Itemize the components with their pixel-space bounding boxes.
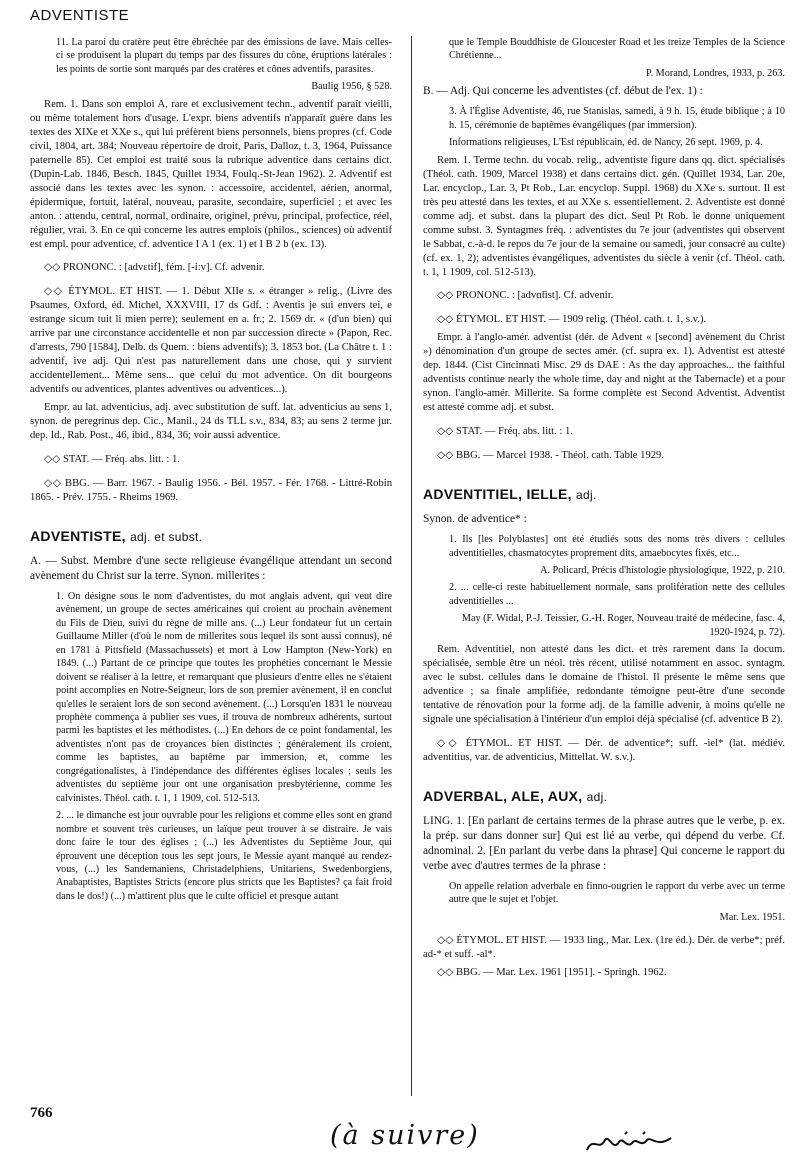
adverbal-definition: LING. 1. [En parlant de certains termes de la phrase autres que le verbe, p. ex. la prép. sur dans donner sur] Qui est lié au verbe, qui dépend du verbe. Cf. adnominal. 2. [En parlant du verbe dans la phrase] Qui concerne le rapport du verbe avec d'autres termes de la phrase : [423,814,785,872]
adventitiel-example-1: 1. Ils [les Polyblastes] ont été étudiés sous des noms très divers : cellules adventitielles, chasmatocytes proprement dits, amaebocytes fixés, etc... [449,534,785,559]
pronunciation: ◇◇ PRONONC. : [advɑ̃tist]. Cf. advenir. [437,290,614,302]
example-3-source: Informations religieuses, L'Est républicain, éd. de Nancy, 26 sept. 1969, p. 4. [449,137,763,149]
bibliography: ◇◇ BBG. — Barr. 1967. - Baulig 1956. - Bél. 1957. - Fér. 1768. - Littré-Robin 1865. - Prév. 1755. - Rheims 1969. [30,478,392,504]
adventitiel-example-2: 2. ... celle-ci reste habituellement normale, sans prolifération nette des cellules adventitielles ... [449,582,785,607]
example-2: 2. ... le dimanche est jour ouvrable pour les religions et comme elles sont en grand nombre et souvent très curieuses, un laïque peut trouver à se distraire. Je vais donc faire le tour des églises ; (...) les Adventistes du Septième Jour, qui éprouvent une déception tous les sept jours, le Messie ayant manqué au rendez-vous, (...) les Sandemaniens, Christadelphiens, Unitariens, Swedenborgiens, Anabaptistes, Baptistes Stricts (encore plus stricts que les Baptistes? ça fait froid dans le dos!) (...) m'attirent plus que le culte officiel et presque autant [56,810,392,902]
adverbal-example-source: Mar. Lex. 1951. [719,911,785,923]
synonym-line: Synon. de adventice* : [423,513,527,525]
etymology: ◇◇ ÉTYMOL. ET HIST. — 1. Début XIIe s. « étranger » relig., (Livre des Psaumes, Oxford, éd. Michel, XXXVIII, 17 ds Gdf. : Aventis je sui envers tei, e estrange sicum tuit li mien perre); seulement en a. fr.; 2. 1569 dr. « (d'un bien) qui arrive par une circonstance accidentelle et non par succession directe » (Papon, Rec. d'arrests, 790 [1584], Delb. ds Quem. : biens adventifs); 3. 1853 bot. (La Châtre t. 1 : adventif, ive adj. Qui n'est pas naturellement dans une chose, qui y survient accidentellement... Même sens... que celui du mot adventice. On dit bourgeons adventifs ou adventices, plantes adventives ou adventices...). [30,286,392,396]
adventitiel-remarks: Rem. Adventitiel, non attesté dans les dict. et très rarement dans la docum. spécialisée, semble être un néol. très récent, utilisé notamment en assoc. syntagm. avec le subst. cellules dans le domaine de l'histol. Il présente le même sens que adventice ; sa finale amplifiée, redondante témoigne peut-être d'une seconde tentative de rénovation pour la forme adj. de la famille advenir, à moins qu'elle ne signale une spécialisation à l'intérieur d'un emploi déjà spécialisé (cf. adventice B 2). [423,644,785,726]
example-11: 11. La paroi du cratère peut être ébréchée par des émissions de lave. Mais celles-ci se produisent la plupart du temps par des fissures du cône, éruptions latérales : les points de sortie sont marqués par des cratères et cônes adventifs, parasites. [56,37,392,75]
entry-heading-adventiste [30,527,392,546]
right-column [423,36,785,984]
remarks: Rem. 1. Terme techn. du vocab. relig., adventiste figure dans qq. dict. spécialisés (Théol. cath. 1909, Marcel 1938) et dans certains dict. gén. (Quillet 1934, Lar. 20e, Lar. encyclop., Lar. 3, Pt Rob., Lar. encyclop. Suppl. 1968) du XXe s. surtout. Il est très peu attesté dans les textes, et au XXe s. essentiellement. 2. Adventiste est donné comme adj. et subst. dans la plupart des dict. Seul Pt Rob. le donne uniquement comme subst. 3. Syntagmes fréq. : adventistes du 7e jour (adventistes qui observent le Sabbat, c.-à-d. le repos du 7e jour de la semaine ou samedi, jour consacré au culte) (cf. ex. 1, 2); adventistes évangéliques, adventistes du siècle à venir (cf. Théol. cath. t. 1, 1 1909, col. 512-513). [423,154,785,278]
adverbal-bibliography: ◇◇ BBG. — Mar. Lex. 1961 [1951]. - Springh. 1962. [437,967,667,979]
bibliography: ◇◇ BBG. — Marcel 1938. - Théol. cath. Table 1929. [437,450,664,462]
column-divider [411,36,412,1096]
entry-pos: adj. [586,789,608,804]
pronunciation: ◇◇ PRONONC. : [advɛtif], fém. [-i:v]. Cf. advenir. [44,262,265,274]
example-1: 1. On désigne sous le nom d'adventistes, du mot anglais advent, qui veut dire avènement, un groupe de sectes américaines qui croient au prochain avènement du Fils de Dieu, suivi du règne de mille ans. (...) Leur fondateur fut un certain Guillaume Miller (d'où le nom de millerites sous lequel ils sont aussi connus), né en 1781 à Pittsfield (Massachussets) et mort à Low Hampton (New-York) en 1849. (...) Partant de ce principe que toutes les prophéties concernant le Messie doivent se réaliser à la lettre, et remarquant que plusieurs d'entre elles ne s'étaient point accomplies en Notre-Seigneur, lors de son premier avènement, il en conclut qu'elles le seraient lors de son second avènement. (...) Lorsqu'en 1831 le nouveau prophète commença à publier ses vues, il trouva de nombreux adhérents, surtout parmi les baptistes et les méthodistes. (...) En dehors de ce point fondamental, les adventistes n'ont pas de croyances bien distinctes ; généralement ils croient, comme les baptistes, au baptême par immersion, et, comme les congrégationalistes, à l'indépendance des différentes églises locales ; seuls les adventistes du septième jour ont une organisation presbytérienne, comme les calvinistes. Théol. cath. t. 1, 1 1909, col. 512-513. [56,590,392,804]
adventitiel-example-2-source: May (F. Widal, P.-J. Teissier, G.-H. Roger, Nouveau traité de médecine, fasc. 4, 1920-1924, p. 72). [461,613,785,638]
statistics: ◇◇ STAT. — Fréq. abs. litt. : 1. [437,426,573,438]
handwritten-note: (à suivre) [330,1120,480,1151]
entry-heading-adverbal [423,787,785,806]
entry-word: ADVENTITIEL, IELLE, [423,486,572,503]
adverbal-example: On appelle relation adverbale en finno-ougrien le rapport du verbe avec un terme autre que le sujet et l'objet. [449,880,785,906]
entry-word: ADVENTISTE, [30,528,126,544]
entry-pos: adj. [576,488,597,503]
adverbal-etymology: ◇◇ ÉTYMOL. ET HIST. — 1933 ling., Mar. Lex. (1re éd.). Dér. de verbe*; préf. ad-* et suff. -al*. [423,935,785,961]
page-number: 766 [30,1105,53,1121]
definition-b: B. — Adj. Qui concerne les adventistes (cf. début de l'ex. 1) : [423,85,703,98]
left-column [30,36,392,907]
etymology-borrowing: Empr. à l'anglo-amér. adventist (dér. de Advent « [second] avènement du Christ ») dénomination d'un groupe de sectes amér. (cf. supra ex. 1). Adventist est attesté dep. 1844. (Cist Cincinnati Misc. 29 ds DAE : As the day approaches... the faithful adventists continue nearly the whole time, day and night at the Tabernacle) et a pour synon. l'anglo-amér. Millerite. Sa forme complète est Second Adventist. Adventist est attesté comme adj. et subst. [423,332,785,414]
entry-pos: adj. et subst. [130,530,203,544]
adventitiel-etymology: ◇◇ ÉTYMOL. ET HIST. — Dér. de adventice*; suff. -iel* (lat. médiév. adventitius, var. de adventicius, Mittellat. W. s.v.). [423,738,785,763]
entry-word: ADVERBAL, ALE, AUX, [423,787,583,804]
running-head: ADVENTISTE [30,7,130,24]
remarks: Rem. 1. Dans son emploi A, rare et exclusivement techn., adventif paraît vieilli, ou même totalement hors d'usage. L'expr. biens adventifs n'apparaît guère dans les textes des XIXe et XXe s., qui lui préfèrent biens personnels, biens propres (cf. Code civil, 1804, art. 384; Nouveau répertoire de droit, Paris, Dalloz, t. 3, 1964, Puissance paternelle 85). Cet emploi est traité sous la rubrique adventice dans certains dict. (Dupin-Lab. 1846, Besch. 1845, Quillet 1934, Foulq.-St-Jean 1962). 2. Adventif est associé dans les textes avec les synon. : accessoire, accidentel, aérien, anormal, épidermique, fortuit, latéral, nouveau, parasite, secondaire, superficiel ; et avec les anton. : attendu, central, normal, ordinaire, originel, prévu, principal, profectice, réel, régulier, vrai. 3. En ce qui concerne les autres emplois (philos., sciences) où adventif est empl. pour adventice, cf. adventice I A 1 (ex. 1) et I B 2 b (ex. 13). [30,98,392,250]
definition-a: A. — Subst. Membre d'une secte religieuse évangélique attendant un second avènement du Christ sur la terre. Synon. millerites : [30,554,392,582]
signature-scribble [585,1130,675,1161]
etymology: ◇◇ ÉTYMOL. ET HIST. — 1909 relig. (Théol. cath. t. 1, s.v.). [437,314,707,326]
example-2-source: P. Morand, Londres, 1933, p. 263. [646,67,785,79]
etymology-borrowing: Empr. au lat. adventicius, adj. avec substitution de suff. lat. adventicius au sens 1, synon. de peregrinus dep. Cic., Manil., 24 ds TLL s.v., 834, 83; au sens 2 terme jur. dep. Id., Rab. Post., 46, ibid., 834, 36; voir aussi adventice. [30,402,392,442]
example-2-continued: que le Temple Bouddhiste de Gloucester Road et les treize Temples de la Science Chrétienne... [449,37,785,62]
statistics: ◇◇ STAT. — Fréq. abs. litt. : 1. [44,454,180,466]
example-11-source: Baulig 1956, § 528. [311,81,392,93]
entry-heading-adventitiel [423,485,785,504]
adventitiel-example-1-source: A. Policard, Précis d'histologie physiologique, 1922, p. 210. [540,564,785,576]
example-3: 3. À l'Église Adventiste, 46, rue Stanislas, samedi, à 9 h. 15, étude biblique ; à 10 h. 15, cérémonie de baptêmes évangéliques (par immersion). [449,106,785,131]
